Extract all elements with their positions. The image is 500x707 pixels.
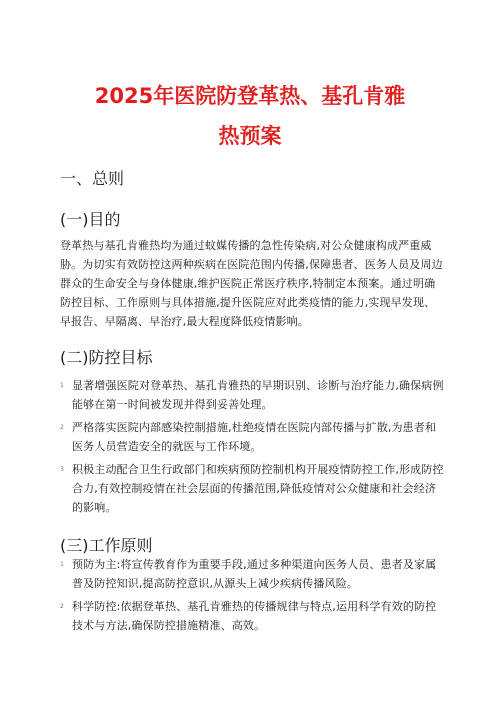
item-text: 显著增强医院对登革热、基孔肯雅热的早期识别、诊断与治疗能力,确保病例能够在第一时间被发现并得到妥善处理。 bbox=[72, 379, 444, 411]
item-number: 2 bbox=[60, 424, 64, 431]
item-text: 科学防控:依据登革热、基孔肯雅热的传播规律与特点,运用科学有效的防控技术与方法,确保防控措施精准、高效。 bbox=[72, 600, 437, 632]
subsection-heading-principles: (三)工作原则 bbox=[60, 536, 153, 555]
subsection-heading-goals: (二)防控目标 bbox=[60, 348, 153, 367]
item-text: 积极主动配合卫生行政部门和疾病预防控制机构开展疫情防控工作,形成防控合力,有效控制疫情在社会层面的传播范围,降低疫情对公众健康和社会经济的影响。 bbox=[72, 463, 444, 514]
list-item bbox=[60, 555, 446, 593]
section-heading-general: 一、总则 bbox=[60, 169, 125, 188]
item-text: 严格落实医院内部感染控制措施,杜绝疫情在医院内部传播与扩散,为患者和医务人员营造安全的就医与工作环境。 bbox=[72, 421, 437, 453]
item-number: 2 bbox=[60, 603, 64, 610]
list-item bbox=[60, 418, 446, 456]
list-item bbox=[60, 597, 446, 635]
title-line-1: 2025年医院防登革热、基孔肯雅 bbox=[94, 84, 406, 108]
principles-list bbox=[60, 555, 446, 639]
list-item bbox=[60, 460, 446, 517]
goals-list bbox=[60, 376, 446, 521]
item-number: 1 bbox=[60, 561, 64, 568]
subsection-heading-purpose: (一)目的 bbox=[60, 210, 121, 229]
list-item bbox=[60, 376, 446, 414]
item-number: 3 bbox=[60, 466, 64, 473]
item-text: 预防为主:将宣传教育作为重要手段,通过多种渠道向医务人员、患者及家属普及防控知识,提高防控意识,从源头上减少疾病传播风险。 bbox=[72, 558, 437, 590]
title-line-2: 热预案 bbox=[218, 124, 282, 148]
purpose-paragraph: 登革热与基孔肯雅热均为通过蚊媒传播的急性传染病,对公众健康构成严重威胁。为切实有效防控这两种疾病在医院范围内传播,保障患者、医务人员及周边群众的生命安全与身体健康,维护医院正常医疗秩序,特制定本预案。通过明确防控目标、工作原则与具体措施,提升医院应对此类疫情的能力,实现早发现、早报告、早隔离、早治疗,最大程度降低疫情影响。 bbox=[60, 239, 443, 328]
document-title bbox=[60, 76, 440, 156]
item-number: 1 bbox=[60, 382, 64, 389]
